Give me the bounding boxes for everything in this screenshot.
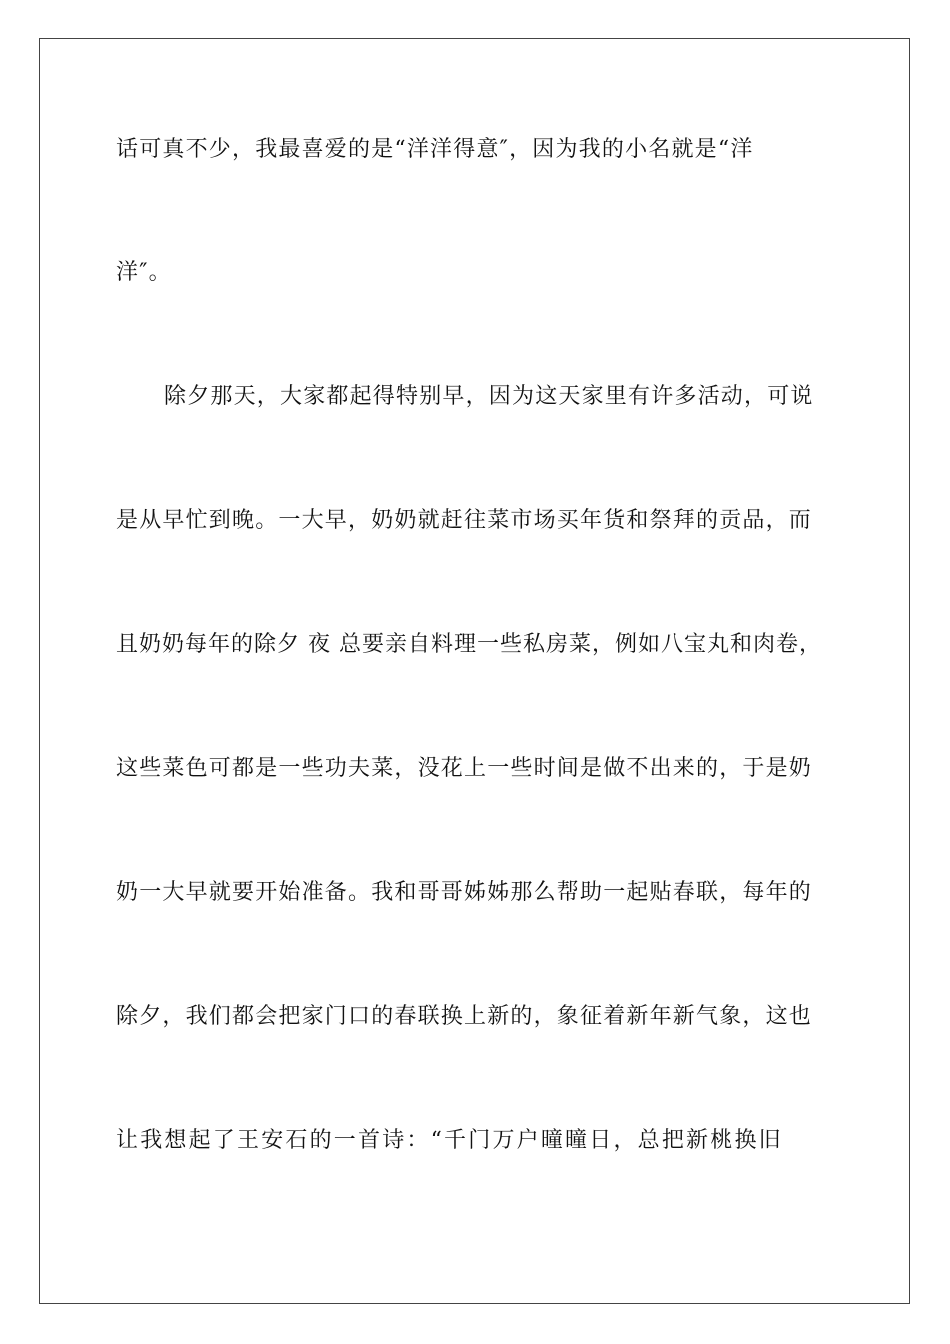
text-line-9: 让我想起了王安石的一首诗：“千门万户曈曈日，总把新桃换旧: [116, 1128, 783, 1153]
text-line-7: 奶一大早就要开始准备。我和哥哥姊姊那么帮助一起贴春联，每年的: [116, 880, 813, 905]
text-line-2: 洋″。: [116, 260, 172, 285]
text-line-6: 这些菜色可都是一些功夫菜，没花上一些时间是做不出来的，于是奶: [116, 756, 813, 781]
text-line-4: 是从早忙到晚。一大早，奶奶就赶往菜市场买年货和祭拜的贡品，而: [116, 508, 813, 533]
text-line-1: 话可真不少，我最喜爱的是“洋洋得意″，因为我的小名就是“洋: [116, 137, 754, 162]
text-line-5: 且奶奶每年的除夕 夜 总要亲自料理一些私房菜，例如八宝丸和肉卷，: [116, 632, 822, 657]
paragraph-start-line: 除夕那天，大家都起得特别早，因为这天家里有许多活动，可说: [164, 384, 814, 409]
text-line-8: 除夕，我们都会把家门口的春联换上新的，象征着新年新气象，这也: [116, 1004, 813, 1029]
page-border: [39, 38, 910, 1304]
